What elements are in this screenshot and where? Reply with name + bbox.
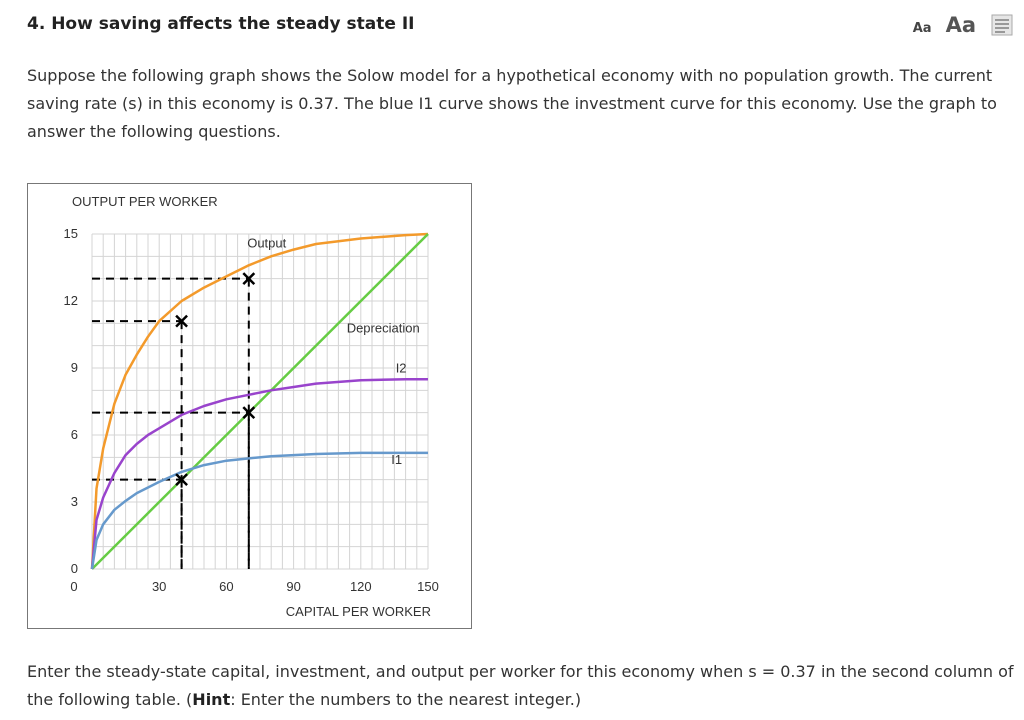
y-tick-label: 9 (70, 360, 78, 375)
font-size-small-button[interactable]: Aa (912, 21, 932, 36)
x-tick-label: 90 (286, 579, 301, 594)
curve-label: Depreciation (346, 320, 420, 336)
document-icon[interactable] (990, 14, 1014, 36)
intro-paragraph: Suppose the following graph shows the Solow model for a hypothetical economy with no population growth. The current saving rate (s) in this economy is 0.37. The blue I1 curve shows the investment curve for this economy. Use the graph to answer the following questions. (27, 66, 997, 141)
curve-label: I2 (395, 360, 407, 376)
instructions-text-2: : Enter the numbers to the nearest integer.) (230, 690, 582, 709)
y-tick-label: 6 (70, 427, 78, 442)
curve-label: Output (247, 235, 287, 251)
x-tick-label: 150 (417, 579, 439, 594)
y-tick-label: 12 (63, 293, 78, 308)
font-size-toolbar (913, 14, 1014, 36)
y-axis-label: OUTPUT PER WORKER (72, 194, 218, 209)
y-tick-label: 3 (70, 494, 78, 509)
y-tick-label: 0 (70, 561, 78, 576)
font-size-large-button[interactable]: Aa (945, 13, 976, 37)
y-tick-label: 15 (63, 226, 78, 241)
chart-svg (28, 184, 471, 628)
curve-label: I1 (391, 452, 403, 468)
solow-graph (27, 183, 472, 629)
x-axis-label: CAPITAL PER WORKER (285, 604, 431, 619)
x-tick-label: 30 (151, 579, 167, 594)
x-tick-label: 120 (349, 579, 372, 594)
question-title: 4. How saving affects the steady state II (27, 14, 415, 34)
x-tick-label: 60 (219, 579, 234, 594)
hint-label: Hint (192, 690, 231, 709)
instructions-paragraph (27, 658, 1017, 714)
x-tick-label: 0 (70, 579, 78, 594)
instructions-text-1: Enter the steady-state capital, investment, and output per worker for this economy when s = 0.37 in the second column of the following table. ( (27, 662, 1014, 709)
